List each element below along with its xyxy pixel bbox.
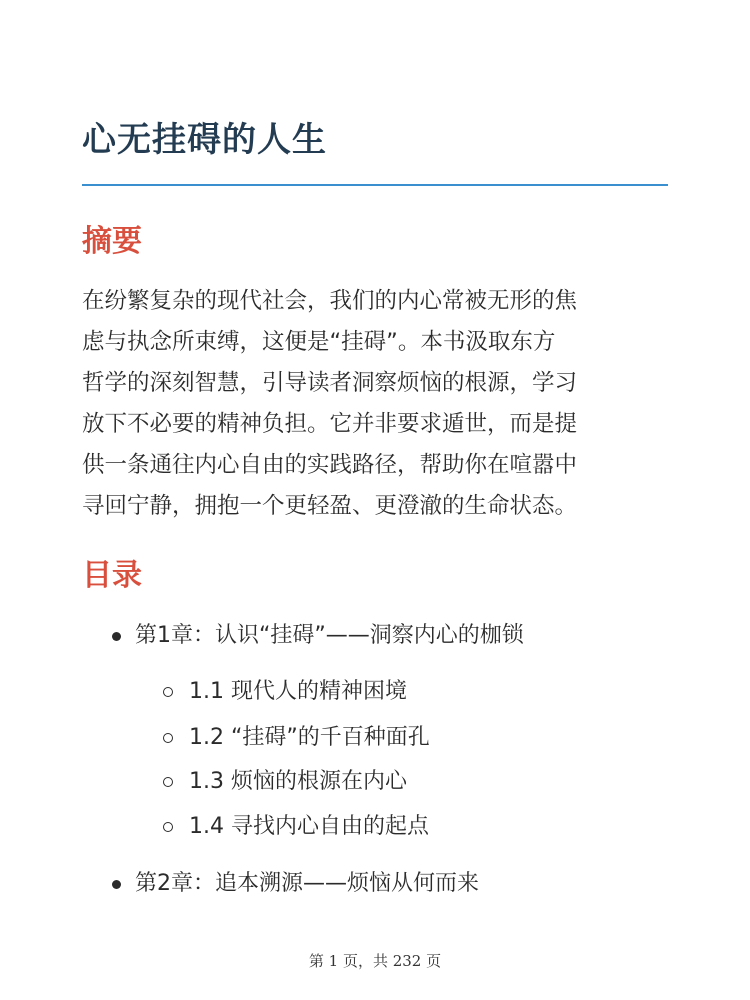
- subsection-bullet-icon: [163, 733, 173, 743]
- abstract-line: 哲学的深刻智慧，引导读者洞察烦恼的根源，学习: [82, 370, 578, 396]
- toc-subsection-1-1[interactable]: 1.1 现代人的精神困境: [189, 679, 407, 704]
- subsection-bullet-icon: [163, 822, 173, 832]
- subsection-bullet-icon: [163, 687, 173, 697]
- page-footer: 第 1 页，共 232 页: [308, 952, 442, 970]
- toc-subsection-1-4[interactable]: 1.4 寻找内心自由的起点: [189, 814, 429, 839]
- abstract-line: 虑与执念所束缚，这便是“挂碍”。本书汲取东方: [82, 329, 556, 355]
- abstract-line: 供一条通往内心自由的实践路径，帮助你在喧嚣中: [82, 452, 578, 478]
- toc-chapter-1[interactable]: 第1章：认识“挂碍”——洞察内心的枷锁: [135, 623, 524, 648]
- toc-subsection-1-3[interactable]: 1.3 烦恼的根源在内心: [189, 769, 407, 794]
- page-title: 心无挂碍的人生: [82, 120, 327, 160]
- abstract-line: 放下不必要的精神负担。它并非要求遁世，而是提: [82, 411, 578, 437]
- title-divider: [82, 184, 668, 186]
- toc-chapter-2[interactable]: 第2章：追本溯源——烦恼从何而来: [135, 871, 479, 896]
- abstract-line: 寻回宁静，拥抱一个更轻盈、更澄澈的生命状态。: [82, 493, 578, 519]
- toc-subsection-1-2[interactable]: 1.2 “挂碍”的千百种面孔: [189, 725, 430, 750]
- toc-heading: 目录: [82, 558, 142, 593]
- abstract-text: [82, 281, 672, 527]
- chapter-bullet-icon: [112, 880, 121, 889]
- abstract-line: 在纷繁复杂的现代社会，我们的内心常被无形的焦: [82, 288, 578, 314]
- chapter-bullet-icon: [112, 632, 121, 641]
- subsection-bullet-icon: [163, 777, 173, 787]
- abstract-heading: 摘要: [82, 224, 142, 259]
